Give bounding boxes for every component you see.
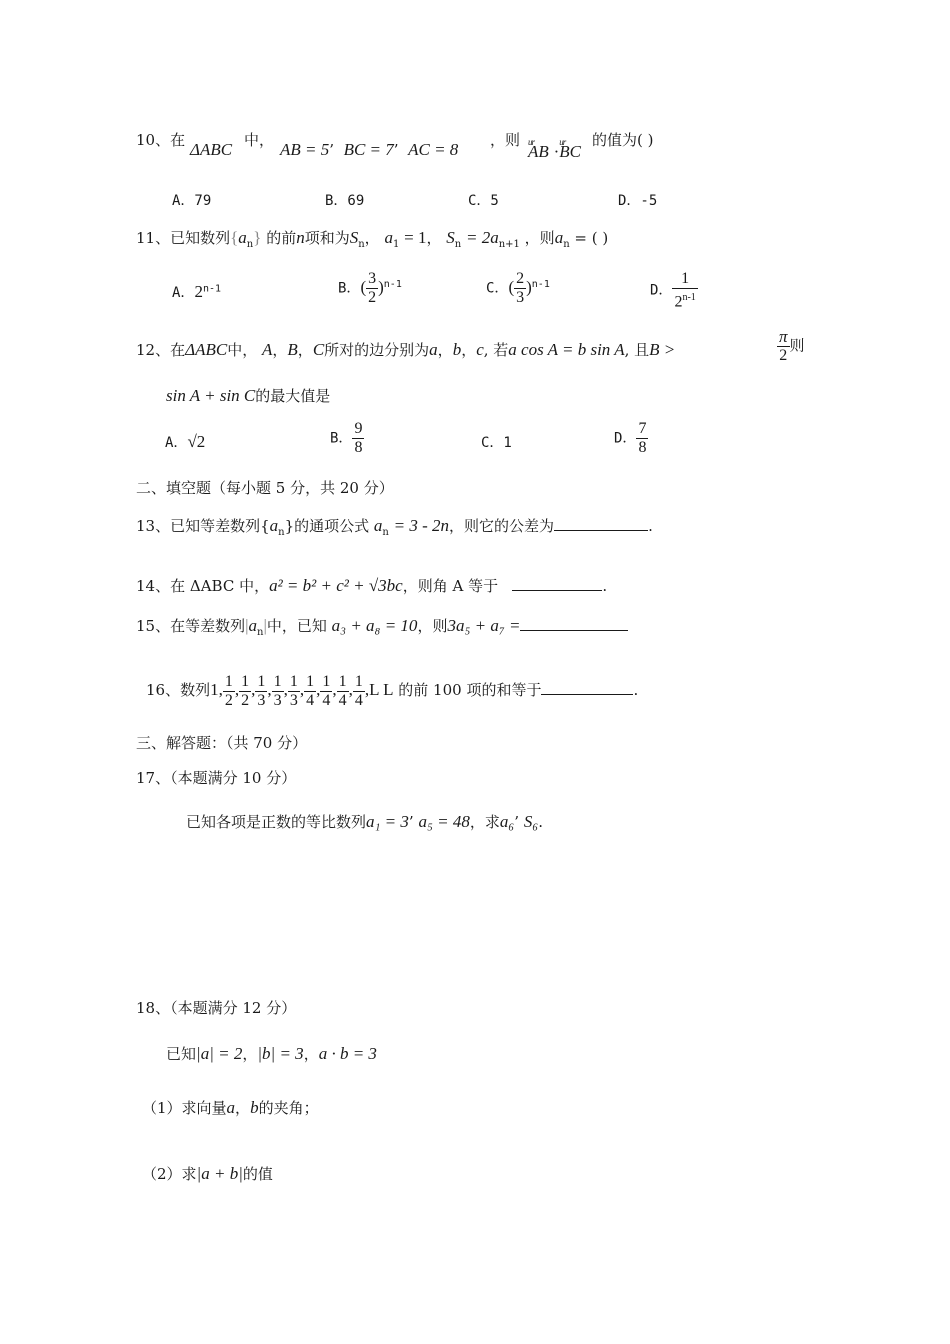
q18-given: 已知|a| = 2，|b| = 3，a · b = 3 <box>166 1044 377 1063</box>
q16-fraction: $\frac{1}{4}$ <box>354 672 363 709</box>
q17-body: 已知各项是正数的等比数列a₁ = 3’ a₅ = 48，求a₆’ S₆. <box>186 812 544 831</box>
q10-tri <box>190 140 232 160</box>
q11-option-c: C．( $\frac{2}{3}$ )$^{n-1}$ <box>486 270 550 306</box>
q12-option-c: C．1 <box>481 435 512 451</box>
q10-eqs: AB = 5’ BC = 7’ AC = 8 <box>280 140 459 159</box>
q11-line: 11、已知数列$\{a_n\}$ 的前n项和为$S_n$， $a_1 = 1$， $S_n = 2a_{n+1}$ ，则$a_n$ = ( ) <box>136 228 609 250</box>
q16-sequence-fractions: $\frac{1}{2}$ , $\frac{1}{2}$ , $\frac{1}{3}$ , $\frac{1}{3}$ , $\frac{1}{3}$ , $\frac{1}{4}$ , $\frac{1}{4}$ , $\frac{1}{4}$ , $\frac{1}{4}$ <box>224 672 363 709</box>
q12-option-b: B． $\frac{9}{8}$ <box>330 420 363 456</box>
q15-line: 15、在等差数列$|a_n|$中，已知 a₃ + a₈ = 10，则3a₅ + a₇ = <box>136 616 628 643</box>
q12-line2: sin A + sin C的最大值是 <box>166 386 331 405</box>
vector-ab: ur AB <box>528 142 549 162</box>
q12-line1: 12、在ΔABC中， A，B，C所对的边分别为a，b，c, 若a cos A = b sin A, 且B > <box>136 340 676 359</box>
q16-fraction: $\frac{1}{4}$ <box>322 672 331 709</box>
q11-option-d: D． $\frac{1}{2^{n-1}}$ <box>650 270 696 311</box>
q10-tail: 的值为( ) <box>592 131 654 149</box>
q12-pi-frac: $\frac{\pi}{2}$ 则 <box>779 327 805 364</box>
q10-then: ，则 <box>490 131 521 149</box>
q12-option-d: D． $\frac{7}{8}$ <box>614 420 647 456</box>
section-3-heading: 三、解答题：（共 70 分） <box>136 734 308 752</box>
q10-ab: AB = 5 <box>280 140 330 159</box>
q10-bc: BC = 7 <box>343 140 394 159</box>
q16-fraction: $\frac{1}{4}$ <box>306 672 315 709</box>
q10-cont: 中， <box>244 131 275 149</box>
q10-option-c: C．5 <box>468 193 499 209</box>
q16-fraction: $\frac{1}{3}$ <box>273 672 282 709</box>
q18-title: 18、（本题满分 12 分） <box>136 999 297 1017</box>
q13-line: 13、已知等差数列$\{a_n\}$的通项公式 $a_n = 3 - 2n$，则它的公差为 . <box>136 516 653 538</box>
q14-line: 14、在 ΔABC 中，a² = b² + c² + √3bc，则角 A 等于 . <box>136 576 608 595</box>
q10-option-a: A．79 <box>172 193 212 209</box>
q15-answer-blank[interactable] <box>520 616 628 631</box>
q11-option-a: A．2$^{n-1}$ <box>172 282 221 301</box>
q16-fraction: $\frac{1}{2}$ <box>241 672 250 709</box>
q14-answer-blank[interactable] <box>512 576 602 591</box>
section-2-heading: 二、填空题（每小题 5 分，共 20 分） <box>136 479 394 497</box>
vector-bc: ur BC <box>559 142 581 162</box>
q16-fraction: $\frac{1}{4}$ <box>338 672 347 709</box>
q16-fraction: $\frac{1}{2}$ <box>224 672 233 709</box>
q12-option-a: A．√2 <box>165 432 206 451</box>
q11-option-b: B．( $\frac{3}{2}$ )$^{n-1}$ <box>338 270 402 306</box>
q10-option-b: B．69 <box>325 193 365 209</box>
q16-fraction: $\frac{1}{3}$ <box>289 672 298 709</box>
q17-title: 17、（本题满分 10 分） <box>136 769 297 787</box>
q10-triangle: ΔABC <box>190 140 233 159</box>
q10-line: 10、在 <box>136 131 186 149</box>
q10-vectors: ur AB ·ur BC <box>528 142 581 162</box>
q10-number: 10、 <box>136 131 171 149</box>
q16-line: 16、数列1, $\frac{1}{2}$ , $\frac{1}{2}$ , $\frac{1}{3}$ , $\frac{1}{3}$ , $\frac{1}{3}$ , $\frac{1}{4}$ , $\frac{1}{4}$ , $\frac{1}{4}$ , $\frac{1}{4}$ ,L L 的前 100 项的和等于 . <box>146 672 639 709</box>
q18-part2: （2）求|a + b|的值 <box>142 1164 273 1183</box>
q16-answer-blank[interactable] <box>541 680 633 695</box>
q10-option-d: D．-5 <box>618 193 658 209</box>
q16-fraction: $\frac{1}{3}$ <box>257 672 266 709</box>
q13-answer-blank[interactable] <box>554 516 648 531</box>
q18-part1: （1）求向量a，b的夹角； <box>142 1098 319 1117</box>
q10-ac: AC = 8 <box>408 140 459 159</box>
